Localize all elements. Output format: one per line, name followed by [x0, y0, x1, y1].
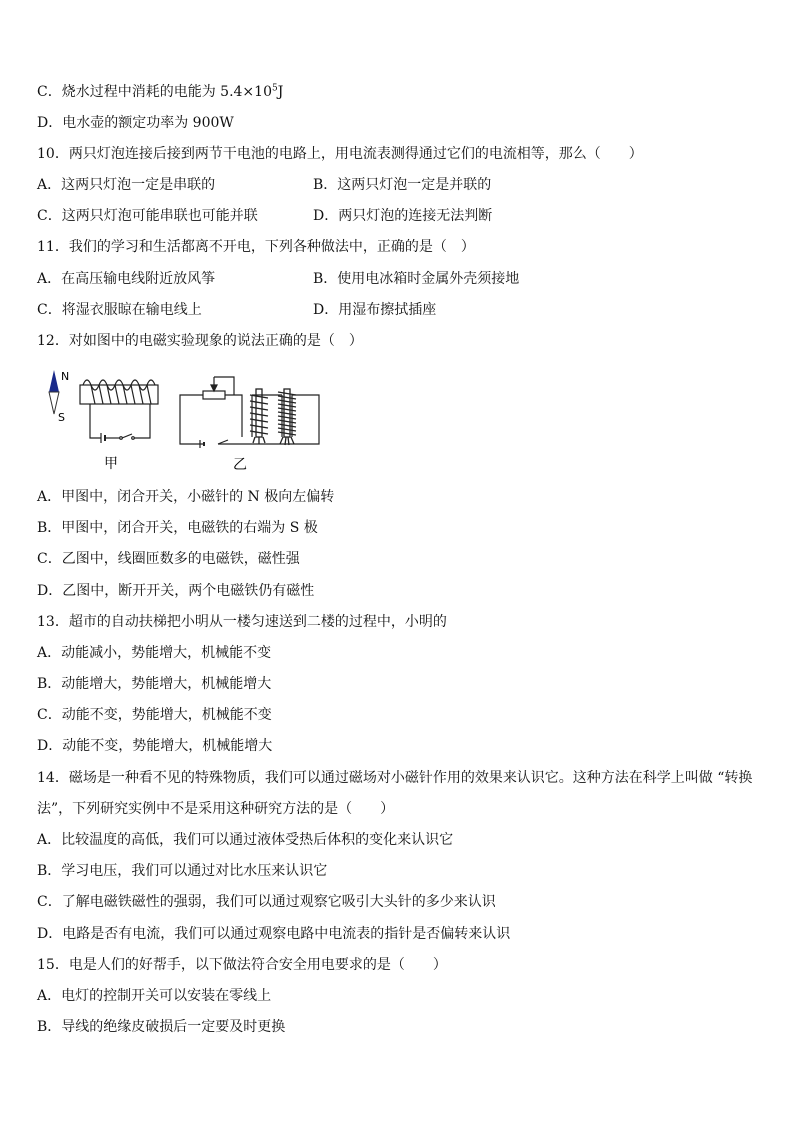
exponent: 5: [271, 83, 278, 94]
q12-option-c: C．乙图中，线圈匝数多的电磁铁，磁性强: [37, 551, 300, 567]
q11-option-d: D．用湿布擦拭插座: [313, 302, 437, 318]
q13-option-a: A．动能减小，势能增大，机械能不变: [37, 645, 272, 661]
q14-option-b: B．学习电压，我们可以通过对比水压来认识它: [37, 863, 328, 879]
compass-n-label: N: [61, 370, 70, 383]
q10-option-d: D．两只灯泡的连接无法判断: [313, 208, 493, 224]
prev-option-d: D．电水壶的额定功率为 900W: [37, 115, 234, 131]
question-14-line-2: 法”，下列研究实例中不是采用这种研究方法的是（ ）: [37, 801, 395, 817]
coil-few-turns: [250, 389, 268, 444]
prev-option-c: [37, 82, 283, 102]
q12-option-d: D．乙图中，断开开关，两个电磁铁仍有磁性: [37, 583, 315, 599]
question-15: 15．电是人们的好帮手，以下做法符合安全用电要求的是（ ）: [37, 957, 447, 973]
circuit-jia: [80, 380, 158, 443]
question-12: 12．对如图中的电磁实验现象的说法正确的是（ ）: [37, 333, 363, 349]
q14-option-c: C．了解电磁铁磁性的强弱，我们可以通过观察它吸引大头针的多少来认识: [37, 894, 496, 910]
q13-option-b: B．动能增大，势能增大，机械能增大: [37, 676, 272, 692]
q12-option-a: A．甲图中，闭合开关，小磁针的 N 极向左偏转: [37, 489, 335, 505]
coil-many-turns: [278, 389, 296, 445]
question-14-line-1: 14．磁场是一种看不见的特殊物质，我们可以通过磁场对小磁针作用的效果来认识它。这种方法在科学上叫做 “转换: [37, 770, 753, 786]
q15-option-b: B．导线的绝缘皮破损后一定要及时更换: [37, 1019, 286, 1035]
compass-s-label: S: [58, 411, 65, 424]
question-13: 13．超市的自动扶梯把小明从一楼匀速送到二楼的过程中，小明的: [37, 614, 447, 630]
prev-option-c-text: C．烧水过程中消耗的电能为 5.4×10: [37, 84, 272, 100]
question-11: 11．我们的学习和生活都离不开电，下列各种做法中，正确的是（ ）: [37, 239, 475, 255]
q12-option-b: B．甲图中，闭合开关，电磁铁的右端为 S 极: [37, 520, 318, 536]
q11-option-b: B．使用电冰箱时金属外壳须接地: [313, 271, 520, 287]
q10-option-c: C．这两只灯泡可能串联也可能并联: [37, 208, 258, 224]
q11-option-a: A．在高压输电线附近放风筝: [37, 271, 216, 287]
electromagnet-figure: [40, 365, 340, 475]
question-10: 10．两只灯泡连接后接到两节干电池的电路上，用电流表测得通过它们的电流相等，那么（ ）: [37, 146, 643, 162]
q13-option-d: D．动能不变，势能增大，机械能增大: [37, 738, 273, 754]
circuit-yi: [180, 377, 319, 448]
unit: J: [277, 84, 284, 100]
q15-option-a: A．电灯的控制开关可以安装在零线上: [37, 988, 272, 1004]
q10-option-b: B．这两只灯泡一定是并联的: [313, 177, 492, 193]
q13-option-c: C．动能不变，势能增大，机械能不变: [37, 707, 272, 723]
q11-option-c: C．将湿衣服晾在输电线上: [37, 302, 202, 318]
q14-option-a: A．比较温度的高低，我们可以通过液体受热后体积的变化来认识它: [37, 832, 454, 848]
figure-label-jia: 甲: [104, 456, 118, 472]
compass-needle: [49, 370, 69, 424]
figure-label-yi: 乙: [233, 457, 247, 473]
q14-option-d: D．电路是否有电流，我们可以通过观察电路中电流表的指针是否偏转来认识: [37, 926, 511, 942]
q10-option-a: A．这两只灯泡一定是串联的: [37, 177, 216, 193]
